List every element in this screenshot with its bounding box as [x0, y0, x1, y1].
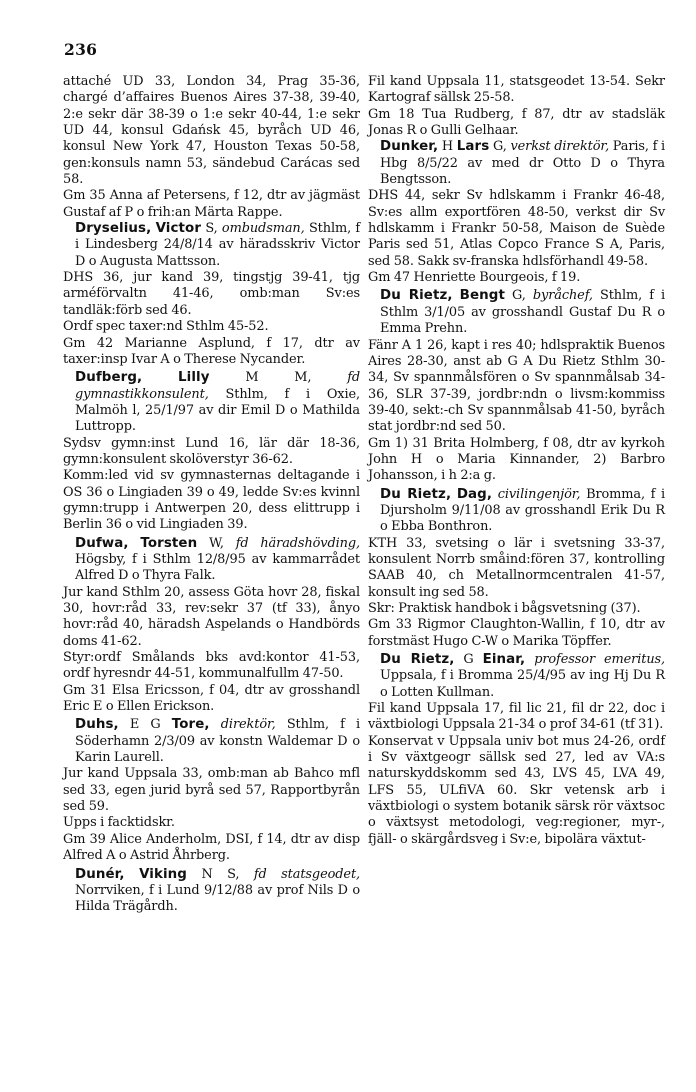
- entry-given-prefix: H: [441, 139, 454, 155]
- biography-entry: [63, 370, 360, 533]
- entry-paragraph: Jur kand Uppsala 33, omb:man ab Bahco mfl sed 33, egen jurid byrå sed 57, Rapportbyrån sed 59.: [63, 766, 360, 815]
- entry-given-name: Victor: [155, 221, 202, 237]
- entry-surname: Dryselius,: [75, 221, 152, 237]
- biography-entry: [368, 288, 665, 484]
- entry-paragraph: Jur kand Sthlm 20, assess Göta hovr 28, fiskal 30, hovr:råd 33, rev:sekr 37 (tf 33), ånyo hovr:råd 40, häradsh Aspelands o Handbörds doms 41-62.: [63, 584, 360, 649]
- biography-entry: [63, 221, 360, 368]
- entry-title: fd häradshövding,: [235, 535, 361, 551]
- entry-head-text: Sthlm, f i Oxie, Malmöh l, 25/1/97 av dir Emil D o Mathilda Luttropp.: [75, 386, 361, 435]
- entry-given-name: Viking: [139, 866, 187, 882]
- entry-head-text: Uppsala, f i Bromma 25/4/95 av ing Hj Du R o Lotten Kullman.: [380, 668, 665, 700]
- entry-given-name: Lars: [456, 139, 490, 155]
- entry-paragraph: Komm:led vid sv gymnasternas deltagande i OS 36 o Lingiaden 39 o 49, ledde Sv:es kvinnl gymn:trupp i Antwerpen 20, dess elittrupp i Berlin 36 o vid Lingiaden 39.: [63, 468, 360, 533]
- entry-initials: S,: [205, 221, 218, 237]
- entry-given-name: Torsten: [140, 535, 198, 551]
- entry-surname: Dufwa,: [75, 535, 129, 551]
- entry-given-name: Tore,: [171, 717, 210, 733]
- entry-surname: Dunér,: [75, 866, 125, 882]
- entry-initials: N S,: [201, 866, 240, 882]
- entry-paragraph: Fil kand Uppsala 17, fil lic 21, fil dr 22, doc i växtbiologi Uppsala 21-34 o prof 34-61 (tf 31).: [368, 701, 665, 733]
- entry-paragraph: Gm 31 Elsa Ericsson, f 04, dtr av grosshandl Eric E o Ellen Erickson.: [63, 682, 360, 715]
- biography-entry: [368, 139, 665, 286]
- entry-paragraph: Ordf spec taxer:nd Sthlm 45-52.: [63, 319, 269, 335]
- biography-entry: [63, 717, 360, 864]
- left-column: [63, 74, 360, 918]
- entry-title: professor emeritus,: [534, 652, 666, 668]
- entry-initials: G,: [493, 139, 507, 155]
- entry-title: fd statsgeodet,: [253, 866, 361, 882]
- biography-entry: [368, 652, 665, 848]
- continuation-text: Gm 35 Anna af Petersens, f 12, dtr av jägmäst Gustaf af P o frih:an Märta Rappe.: [63, 188, 360, 220]
- entry-paragraph: Gm 39 Alice Anderholm, DSI, f 14, dtr av disp Alfred A o Astrid Åhrberg.: [63, 831, 360, 864]
- entry-given-name: Einar,: [482, 652, 526, 668]
- entry-surname: Du Rietz,: [380, 288, 453, 304]
- biography-entry: [63, 867, 360, 916]
- entry-paragraph: Gm 47 Henriette Bourgeois, f 19.: [368, 270, 581, 286]
- entry-paragraph: Gm 33 Rigmor Claughton-Wallin, f 10, dtr av forstmäst Hugo C-W o Marika Töpffer.: [368, 617, 665, 649]
- entry-paragraph: Fänr A 1 26, kapt i res 40; hdlspraktik Buenos Aires 28-30, anst ab G A Du Rietz Sthlm 30-34, Sv spannmålsfören o Sv spannmålsab 34-36, SLR 37-39, jordbr:ndn o livsm:kommiss 39-40, sekt:-ch Sv spannmålsab 41-50, byråch stat jordbr:nd sed 50.: [368, 337, 665, 435]
- continuation-text: Gm 18 Tua Rudberg, f 87, dtr av stadsläk Jonas R o Gulli Gelhaar.: [368, 106, 665, 139]
- continuation-text: Fil kand Uppsala 11, statsgeodet 13-54. Sekr Kartograf sällsk 25-58.: [368, 74, 665, 106]
- entry-head-text: Sthlm, f i Lindesberg 24/8/14 av häradsskriv Victor D o Augusta Mattsson.: [75, 221, 361, 269]
- entry-paragraph: Upps i facktidskr.: [63, 815, 175, 831]
- page-number: 236: [64, 40, 98, 59]
- entry-title: ombudsman,: [221, 221, 305, 237]
- entry-title: fd gymnastikkonsulent,: [75, 370, 361, 402]
- entry-paragraph: Konservat v Uppsala univ bot mus 24-26, ordf i Sv växtgeogr sällsk sed 27, led av VA:s naturskyddskomm sed 43, LVS 45, LVA 49, LFS 55, ULfiVA 60. Skr vetensk arb i växtbiologi o system botanik särsk rör växtsoc o växtsyst metodologi, veg:regioner, myr-, fjäll- o skärgårdsveg i Sv:e, bipolära växtut-: [368, 733, 665, 847]
- entry-surname: Dufberg,: [75, 370, 143, 386]
- entry-head-text: Paris, f i Hbg 8/5/22 av med dr Otto D o Thyra Bengtsson.: [380, 139, 665, 188]
- entry-head-text: Högsby, f i Sthlm 12/8/95 av kammarrådet Alfred D o Thyra Falk.: [75, 551, 360, 584]
- entry-title: civilingenjör,: [497, 486, 581, 502]
- entry-given-name: Bengt: [459, 288, 505, 304]
- entry-given-name: Lilly: [178, 370, 210, 386]
- entry-paragraph: DHS 36, jur kand 39, tingstjg 39-41, tjg arméförvaltn 41-46, omb:man Sv:es tandläk:förb sed 46.: [63, 270, 360, 318]
- entry-surname: Du Rietz,: [380, 652, 455, 668]
- entry-paragraph: Gm 42 Marianne Asplund, f 17, dtr av taxer:insp Ivar A o Therese Nycander.: [63, 335, 360, 367]
- entry-given-prefix: E G: [129, 717, 161, 733]
- biography-entry: [63, 536, 360, 716]
- entry-given-prefix: G: [463, 652, 474, 668]
- entry-paragraph: Skr: Praktisk handbok i bågsvetsning (37).: [368, 601, 641, 616]
- entry-title: verkst direktör,: [510, 139, 610, 155]
- continuation-text: attaché UD 33, London 34, Prag 35-36, chargé d’affaires Buenos Aires 37-38, 39-40, 2:e sekr där 38-39 o 1:e sekr 40-44, 1:e sekr UD 44, konsul Gdańsk 45, byråch UD 46, konsul New York 47, Houston Texas 50-58, gen:konsuls namn 53, sändebud Carácas sed 58.: [63, 74, 360, 188]
- entry-title: byråchef,: [532, 288, 593, 304]
- entry-paragraph: DHS 44, sekr Sv hdlskamm i Frankr 46-48, Sv:es allm exportfören 48-50, verkst dir Sv hdlskamm i Frankr 50-58, Maison de Suède Paris sed 51, Atlas Copco France S A, Paris, sed 58. Sakk sv-franska hdlsförhandl 49-58.: [368, 188, 665, 269]
- entry-head-text: Sthlm, f i Söderhamn 2/3/09 av konstn Waldemar D o Karin Laurell.: [75, 717, 361, 766]
- entry-paragraph: KTH 33, svetsing o lär i svetsning 33-37, konsulent Norrb småind:fören 37, kontrolling SAAB 40, ch Metallnormcentralen 41-57, konsult ing sed 58.: [368, 535, 665, 600]
- entry-paragraph: Gm 1) 31 Brita Holmberg, f 08, dtr av kyrkoh John H o Maria Kinnander, 2) Barbro Johansson, i h 2:a g.: [368, 435, 665, 484]
- entry-initials: G,: [512, 288, 526, 304]
- entry-surname: Du Rietz,: [380, 486, 452, 502]
- entry-initials: W,: [209, 535, 224, 551]
- entry-paragraph: Styr:ordf Smålands bks avd:kontor 41-53, ordf hyresndr 44-51, kommunalfullm 47-50.: [63, 650, 360, 682]
- entry-head-text: Sthlm, f i Sthlm 3/1/05 av grosshandl Gustaf Du R o Emma Prehn.: [380, 288, 665, 337]
- entry-surname: Dunker,: [380, 139, 439, 155]
- entry-head-text: Norrviken, f i Lund 9/12/88 av prof Nils D o Hilda Trägårdh.: [75, 882, 360, 915]
- entry-initials: M M,: [245, 370, 312, 386]
- right-column: [368, 74, 665, 850]
- entry-head-text: Bromma, f i Djursholm 9/11/08 av grosshandl Erik Du R o Ebba Bonthron.: [380, 486, 666, 535]
- biography-entry: [368, 487, 665, 650]
- entry-title: direktör,: [220, 717, 276, 733]
- entry-given-name: Dag,: [456, 486, 493, 502]
- entry-paragraph: Sydsv gymn:inst Lund 16, lär där 18-36, gymn:konsulent skolöverstyr 36-62.: [63, 435, 360, 467]
- entry-surname: Duhs,: [75, 717, 119, 733]
